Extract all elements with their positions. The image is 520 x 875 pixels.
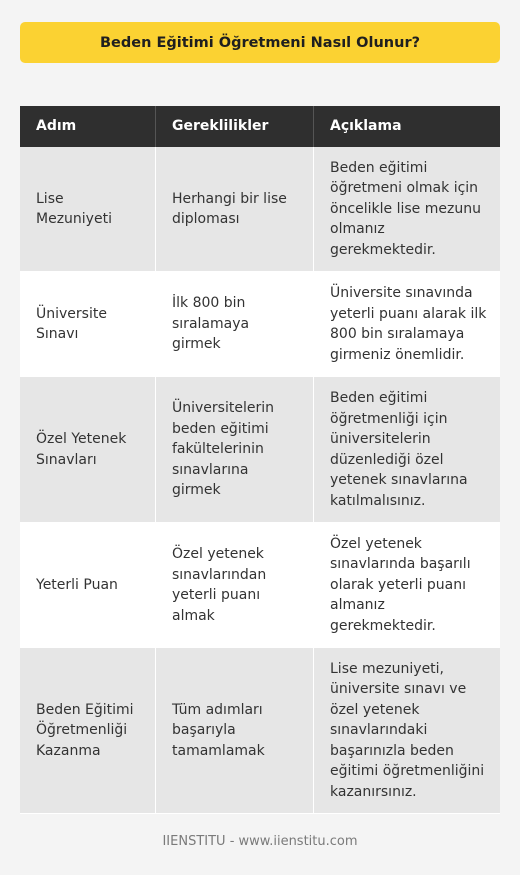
row-step: Üniversite Sınavı [36,305,107,342]
row-description: Beden eğitimi öğretmeni olmak için öncelikle lise mezunu olmanız gerekmektedir. [313,147,500,271]
row-requirements: Üniversitelerin beden eğitimi fakültelerinin sınavlarına girmek [155,377,313,522]
row-requirements: Özel yetenek sınavlarından yeterli puanı almak [155,523,313,647]
requirements-table [20,106,500,814]
row-description: Üniversite sınavında yeterli puanı alarak ilk 800 bin sıralamaya girmeniz önemlidir. [313,272,500,376]
table-row [20,147,500,272]
row-description: Özel yetenek sınavlarında başarılı olarak yeterli puanı almanız gerekmektedir. [313,523,500,647]
row-description: Beden eğitimi öğretmenliği için üniversitelerin düzenlediği özel yetenek sınavlarına katılmalısınız. [313,377,500,522]
row-requirements: Herhangi bir lise diploması [155,147,313,271]
footer-credit: IIENSTITU - www.iienstitu.com [162,834,358,849]
row-requirements: Tüm adımları başarıyla tamamlamak [155,648,313,813]
page-title: Beden Eğitimi Öğretmeni Nasıl Olunur? [20,22,500,63]
row-requirements: İlk 800 bin sıralamaya girmek [155,272,313,376]
table-header [20,106,500,147]
row-step: Yeterli Puan [36,576,118,593]
row-description: Lise mezuniyeti, üniversite sınavı ve özel yetenek sınavlarındaki başarınızla beden eğitimi öğretmenliğini kazanırsınız. [313,648,500,813]
row-step: Özel Yetenek Sınavları [36,431,127,468]
table-row [20,377,500,523]
header-step: Adım [36,118,77,135]
header-requirements: Gereklilikler [155,106,313,147]
row-step: Lise Mezuniyeti [36,190,112,227]
header-description: Açıklama [313,106,500,147]
table-row [20,523,500,648]
table-row [20,648,500,814]
table-row [20,272,500,377]
row-step: Beden Eğitimi Öğretmenliği Kazanma [36,701,134,759]
